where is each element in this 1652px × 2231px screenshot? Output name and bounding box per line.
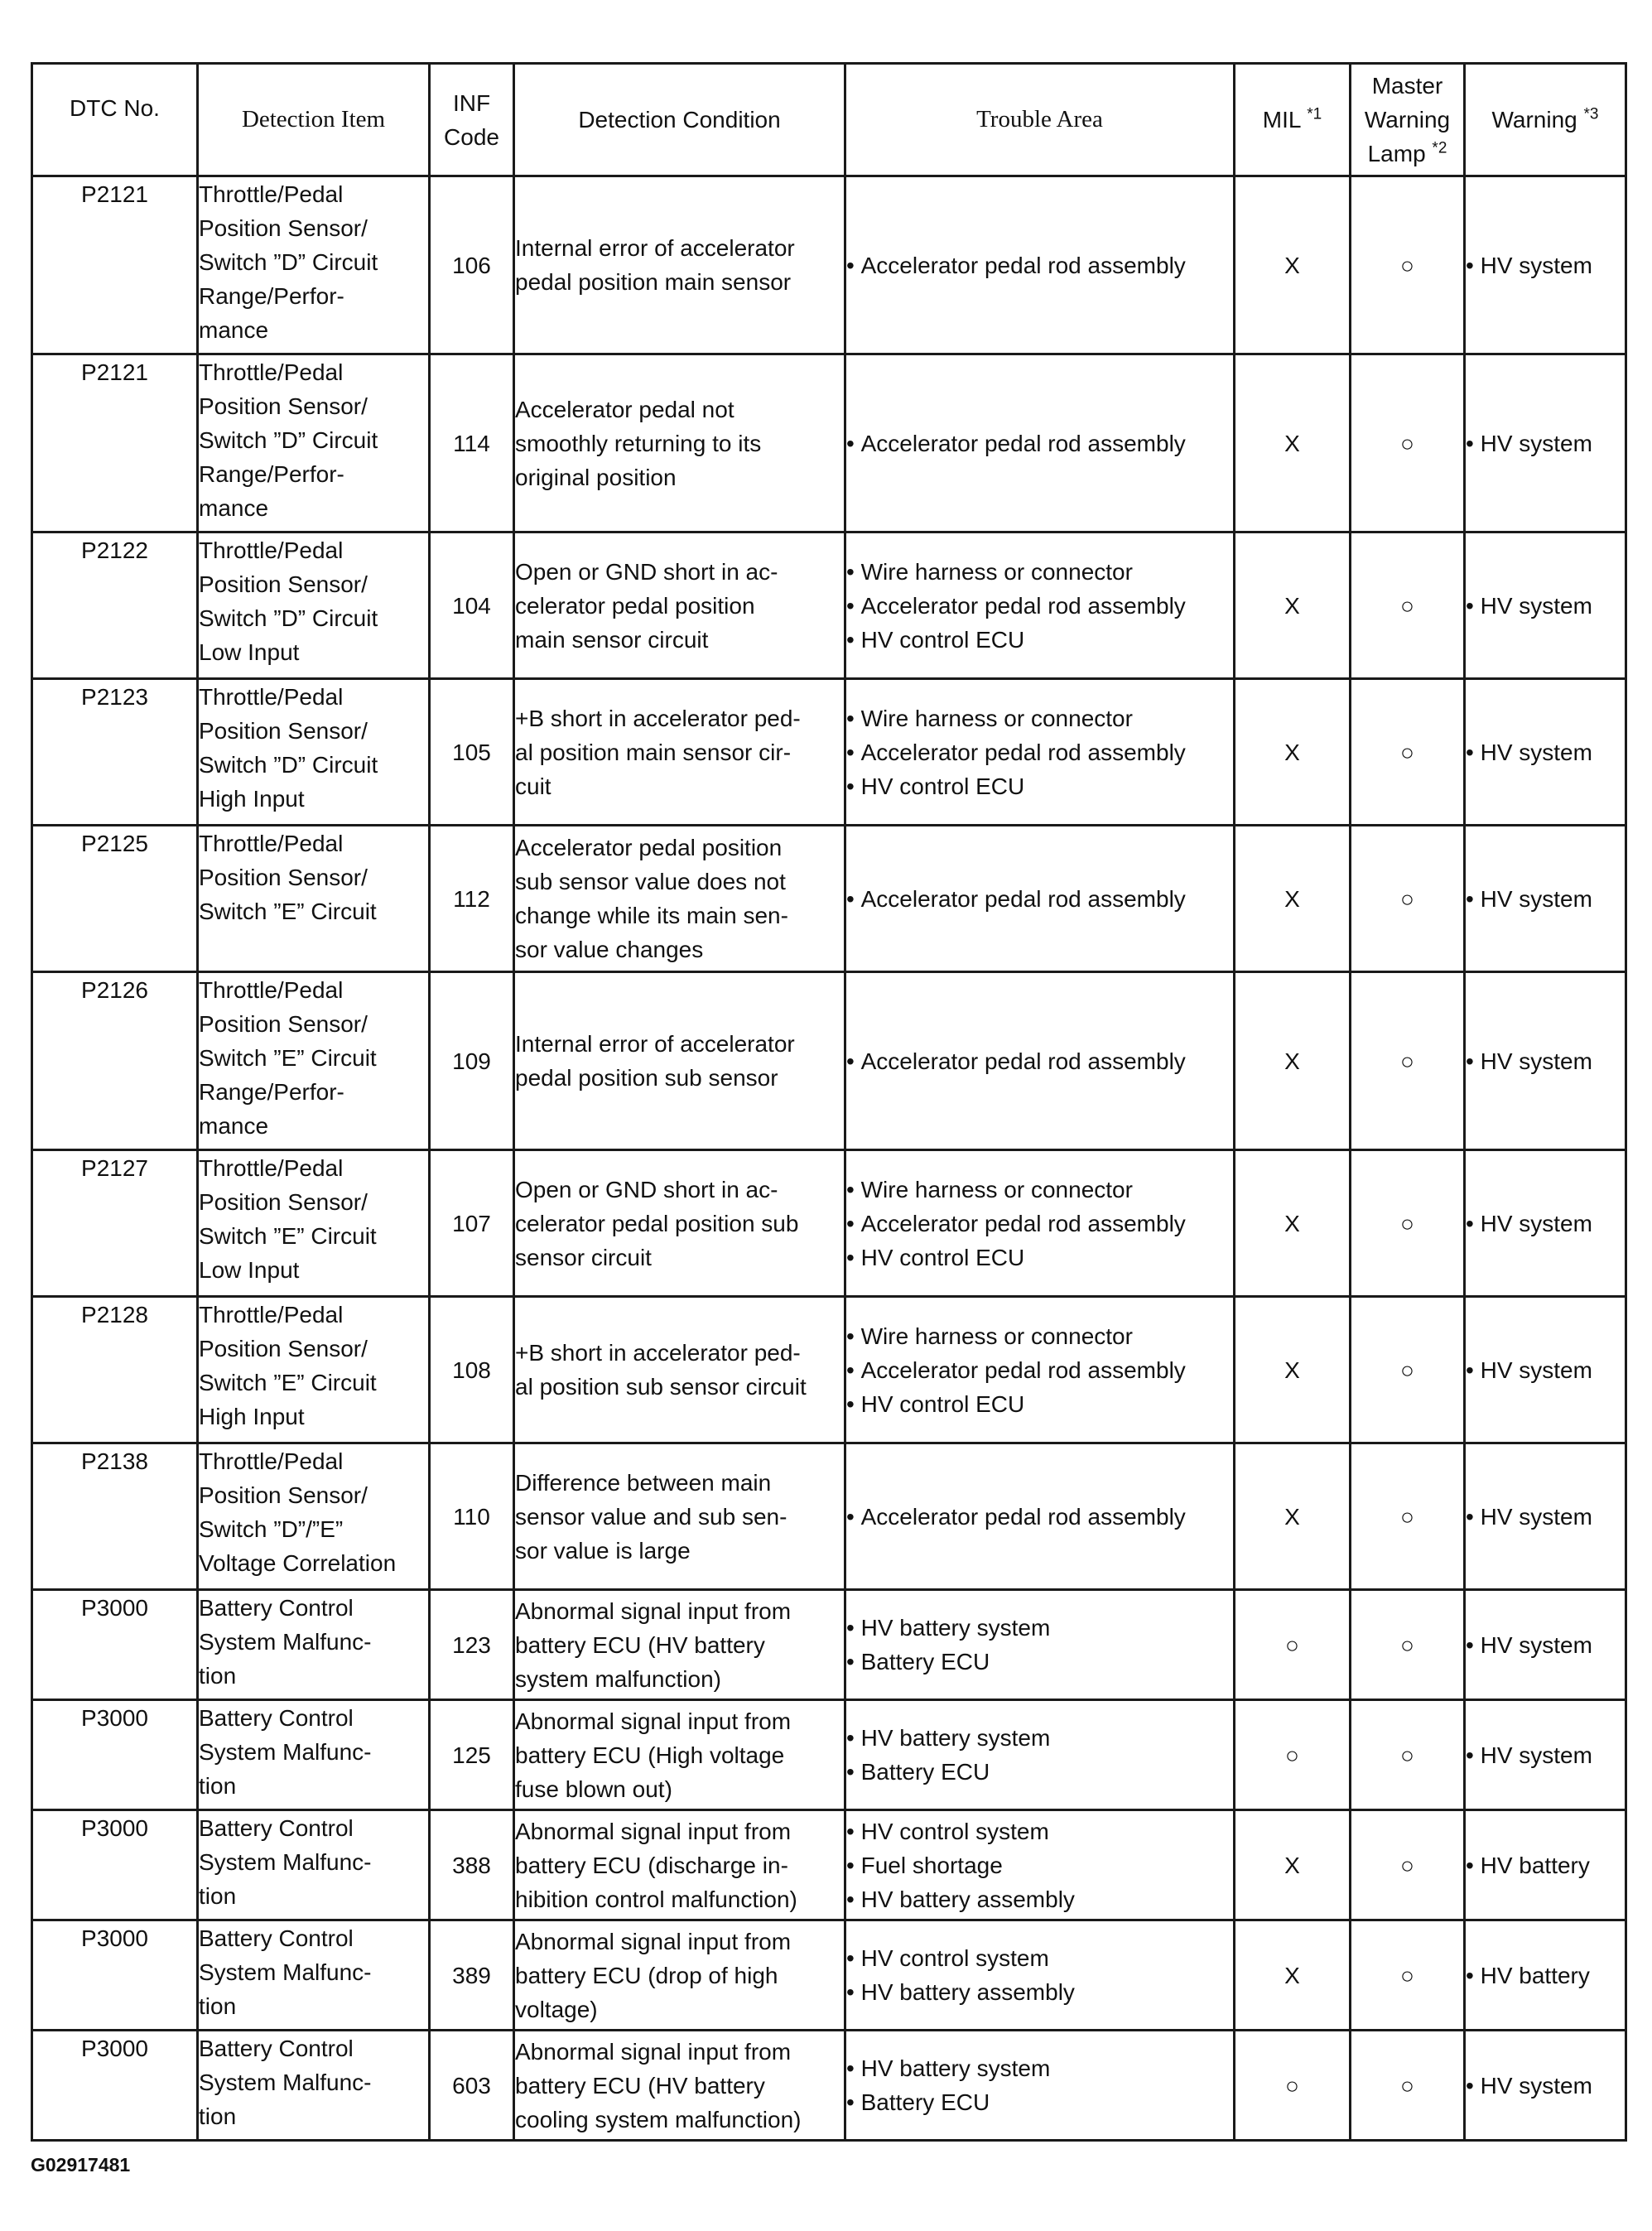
detection-item-line: mance	[199, 317, 269, 343]
header-row	[32, 64, 1626, 176]
detection-condition-line: battery ECU (HV battery	[515, 2072, 765, 2098]
inf-code-cell: 104	[430, 532, 514, 679]
dtc-number-cell: P2127	[32, 1150, 198, 1297]
warning-cell	[1465, 2031, 1626, 2141]
table-row	[32, 176, 1626, 354]
inf-code-cell: 105	[430, 679, 514, 826]
inf-code-cell: 109	[430, 972, 514, 1150]
warning-item: • HV battery	[1466, 1848, 1625, 1882]
mil-cell: ○	[1235, 2031, 1351, 2141]
detection-condition-line: +B short in accelerator ped-	[515, 1340, 801, 1366]
detection-item-line: Throttle/Pedal	[199, 1302, 344, 1328]
detection-condition-line: celerator pedal position	[515, 592, 755, 619]
warning-cell	[1465, 1590, 1626, 1700]
trouble-area-cell	[845, 354, 1235, 532]
header-mil-note: *1	[1307, 105, 1322, 123]
detection-item-cell	[198, 1920, 430, 2031]
master-warning-lamp-cell: ○	[1351, 826, 1465, 972]
warning-cell	[1465, 354, 1626, 532]
detection-condition-line: Accelerator pedal not	[515, 396, 734, 422]
detection-item-line: Battery Control	[199, 1705, 354, 1731]
detection-item-line: Switch ”E” Circuit	[199, 1370, 377, 1395]
table-row	[32, 1700, 1626, 1810]
dtc-number-cell: P3000	[32, 1810, 198, 1920]
detection-condition-cell	[514, 1590, 845, 1700]
detection-condition-line: Abnormal signal input from	[515, 1597, 792, 1624]
trouble-area-item: • Accelerator pedal rod assembly	[846, 735, 1233, 769]
master-warning-lamp-cell: ○	[1351, 354, 1465, 532]
detection-item-cell	[198, 972, 430, 1150]
detection-item-line: High Input	[199, 786, 305, 812]
header-master-line	[1351, 137, 1463, 171]
warning-cell	[1465, 826, 1626, 972]
detection-condition-line: Accelerator pedal position	[515, 835, 783, 860]
detection-item-line: Range/Perfor-	[199, 461, 344, 487]
trouble-area-item: • Wire harness or connector	[846, 701, 1233, 735]
detection-condition-line: battery ECU (drop of high	[515, 1962, 778, 1988]
detection-item-line: Range/Perfor-	[199, 1079, 344, 1105]
mil-cell: ○	[1235, 1590, 1351, 1700]
mil-cell: X	[1235, 1920, 1351, 2031]
dtc-number-cell: P2138	[32, 1443, 198, 1590]
detection-condition-line: hibition control malfunction)	[515, 1886, 797, 1912]
trouble-area-item: • Accelerator pedal rod assembly	[846, 426, 1233, 460]
header-mil	[1235, 64, 1351, 176]
detection-item-cell	[198, 679, 430, 826]
detection-item-cell	[198, 1443, 430, 1590]
trouble-area-item: • Accelerator pedal rod assembly	[846, 1044, 1233, 1078]
header-warning-note: *3	[1583, 105, 1599, 123]
inf-code-cell: 108	[430, 1297, 514, 1443]
detection-condition-line: battery ECU (discharge in-	[515, 1852, 788, 1878]
warning-cell	[1465, 1150, 1626, 1297]
detection-condition-line: battery ECU (High voltage	[515, 1742, 785, 1768]
detection-item-line: System Malfunc-	[199, 1959, 372, 1985]
detection-item-line: Battery Control	[199, 1925, 354, 1951]
detection-item-line: Switch ”D”/”E”	[199, 1516, 344, 1542]
detection-item-line: Throttle/Pedal	[199, 1155, 344, 1181]
warning-item: • HV system	[1466, 735, 1625, 769]
detection-item-line: Switch ”D” Circuit	[199, 249, 378, 275]
detection-condition-line: change while its main sen-	[515, 903, 788, 928]
detection-item-line: Throttle/Pedal	[199, 977, 344, 1003]
detection-condition-line: Difference between main	[515, 1469, 772, 1496]
master-warning-lamp-cell: ○	[1351, 1297, 1465, 1443]
trouble-area-item: • Wire harness or connector	[846, 1173, 1233, 1207]
detection-item-line: Throttle/Pedal	[199, 359, 344, 385]
detection-item-cell	[198, 176, 430, 354]
inf-code-cell: 125	[430, 1700, 514, 1810]
trouble-area-item: • Battery ECU	[846, 1645, 1233, 1679]
mil-cell: X	[1235, 1150, 1351, 1297]
mil-cell: X	[1235, 679, 1351, 826]
dtc-number-cell: P3000	[32, 1590, 198, 1700]
detection-item-cell	[198, 1700, 430, 1810]
detection-condition-line: +B short in accelerator ped-	[515, 705, 801, 731]
warning-cell	[1465, 1700, 1626, 1810]
table-row	[32, 1297, 1626, 1443]
table-row	[32, 1590, 1626, 1700]
master-warning-lamp-cell: ○	[1351, 1810, 1465, 1920]
table-row	[32, 532, 1626, 679]
inf-code-cell: 389	[430, 1920, 514, 2031]
warning-item: • HV system	[1466, 882, 1625, 916]
warning-item: • HV battery	[1466, 1959, 1625, 1992]
trouble-area-item: • Battery ECU	[846, 2085, 1233, 2119]
detection-item-cell	[198, 2031, 430, 2141]
master-warning-lamp-cell: ○	[1351, 1590, 1465, 1700]
dtc-table	[31, 62, 1627, 2142]
dtc-number-cell: P2126	[32, 972, 198, 1150]
detection-item-line: Position Sensor/	[199, 393, 368, 419]
trouble-area-item: • Fuel shortage	[846, 1848, 1233, 1882]
detection-item-cell	[198, 826, 430, 972]
detection-condition-line: sensor value and sub sen-	[515, 1503, 787, 1530]
detection-condition-line: al position main sensor cir-	[515, 739, 792, 765]
header-inf-code-line: INF	[452, 89, 491, 116]
detection-condition-line: Open or GND short in ac-	[515, 558, 778, 585]
trouble-area-item: • HV control system	[846, 1814, 1233, 1848]
detection-item-line: System Malfunc-	[199, 1629, 372, 1655]
header-detection-condition: Detection Condition	[514, 64, 845, 176]
detection-condition-line: Abnormal signal input from	[515, 1928, 792, 1954]
trouble-area-item: • Accelerator pedal rod assembly	[846, 1207, 1233, 1241]
header-master-lamp-word: Lamp	[1367, 141, 1426, 166]
warning-item: • HV system	[1466, 1207, 1625, 1241]
detection-condition-line: sor value changes	[515, 937, 704, 962]
detection-item-cell	[198, 1590, 430, 1700]
detection-item-line: Position Sensor/	[199, 1011, 368, 1037]
master-warning-lamp-cell: ○	[1351, 1150, 1465, 1297]
detection-condition-cell	[514, 354, 845, 532]
warning-cell	[1465, 679, 1626, 826]
detection-condition-line: Internal error of accelerator	[515, 1031, 795, 1057]
trouble-area-cell	[845, 532, 1235, 679]
master-warning-lamp-cell: ○	[1351, 176, 1465, 354]
detection-item-line: Switch ”E” Circuit	[199, 1045, 377, 1071]
mil-cell: X	[1235, 1297, 1351, 1443]
trouble-area-item: • Accelerator pedal rod assembly	[846, 882, 1233, 916]
detection-item-cell	[198, 1297, 430, 1443]
header-master-warning-lamp	[1351, 64, 1465, 176]
header-master-note: *2	[1432, 139, 1447, 157]
detection-condition-line: battery ECU (HV battery	[515, 1631, 765, 1658]
table-row	[32, 826, 1626, 972]
warning-item: • HV system	[1466, 426, 1625, 460]
trouble-area-cell	[845, 1920, 1235, 2031]
mil-cell: X	[1235, 1810, 1351, 1920]
detection-item-line: tion	[199, 1663, 237, 1689]
detection-item-line: Throttle/Pedal	[199, 181, 344, 207]
dtc-number-cell: P3000	[32, 1700, 198, 1810]
header-detection-item: Detection Item	[198, 64, 430, 176]
table-row	[32, 1150, 1626, 1297]
dtc-number-cell: P2128	[32, 1297, 198, 1443]
detection-condition-line: cuit	[515, 773, 551, 799]
trouble-area-item: • Accelerator pedal rod assembly	[846, 248, 1233, 282]
trouble-area-cell	[845, 972, 1235, 1150]
detection-item-line: High Input	[199, 1404, 305, 1429]
detection-item-line: Position Sensor/	[199, 865, 368, 890]
detection-condition-line: Open or GND short in ac-	[515, 1176, 778, 1202]
detection-item-line: Position Sensor/	[199, 718, 368, 744]
detection-item-cell	[198, 532, 430, 679]
warning-item: • HV system	[1466, 248, 1625, 282]
detection-condition-line: main sensor circuit	[515, 626, 709, 653]
detection-item-line: System Malfunc-	[199, 1849, 372, 1875]
header-dtc-no: DTC No.	[32, 64, 198, 176]
detection-item-line: Switch ”D” Circuit	[199, 427, 378, 453]
master-warning-lamp-cell: ○	[1351, 1443, 1465, 1590]
header-warning-label: Warning	[1491, 107, 1577, 133]
trouble-area-item: • HV control ECU	[846, 1387, 1233, 1421]
detection-condition-cell	[514, 1920, 845, 2031]
detection-item-cell	[198, 1150, 430, 1297]
detection-item-line: Position Sensor/	[199, 1336, 368, 1361]
warning-cell	[1465, 1810, 1626, 1920]
detection-item-line: tion	[199, 1883, 237, 1909]
trouble-area-cell	[845, 1590, 1235, 1700]
trouble-area-item: • Accelerator pedal rod assembly	[846, 1500, 1233, 1534]
master-warning-lamp-cell: ○	[1351, 972, 1465, 1150]
detection-item-line: Battery Control	[199, 2036, 354, 2061]
detection-item-line: Voltage Correlation	[199, 1550, 397, 1576]
trouble-area-cell	[845, 2031, 1235, 2141]
detection-condition-line: al position sub sensor circuit	[515, 1374, 807, 1400]
warning-item: • HV system	[1466, 1738, 1625, 1772]
detection-item-line: tion	[199, 2103, 237, 2129]
trouble-area-item: • Accelerator pedal rod assembly	[846, 589, 1233, 623]
detection-condition-line: pedal position sub sensor	[515, 1065, 778, 1091]
detection-item-line: System Malfunc-	[199, 1739, 372, 1765]
detection-item-line: tion	[199, 1773, 237, 1799]
detection-item-line: Throttle/Pedal	[199, 831, 344, 856]
detection-condition-cell	[514, 176, 845, 354]
dtc-number-cell: P3000	[32, 1920, 198, 2031]
warning-item: • HV system	[1466, 589, 1625, 623]
trouble-area-item: • HV control ECU	[846, 623, 1233, 657]
mil-cell: X	[1235, 1443, 1351, 1590]
mil-cell: X	[1235, 176, 1351, 354]
header-warning	[1465, 64, 1626, 176]
header-inf-code-line: Code	[444, 123, 499, 150]
detection-condition-line: sor value is large	[515, 1537, 691, 1564]
detection-condition-line: Abnormal signal input from	[515, 2038, 792, 2065]
trouble-area-cell	[845, 1810, 1235, 1920]
trouble-area-cell	[845, 679, 1235, 826]
dtc-number-cell: P2121	[32, 354, 198, 532]
master-warning-lamp-cell: ○	[1351, 679, 1465, 826]
detection-condition-line: system malfunction)	[515, 1665, 721, 1692]
table-body	[32, 176, 1626, 2141]
master-warning-lamp-cell: ○	[1351, 1920, 1465, 2031]
inf-code-cell: 106	[430, 176, 514, 354]
warning-cell	[1465, 972, 1626, 1150]
detection-item-line: Position Sensor/	[199, 1482, 368, 1508]
table-row	[32, 972, 1626, 1150]
inf-code-cell: 603	[430, 2031, 514, 2141]
header-master-line: Master	[1371, 73, 1443, 99]
detection-item-line: Battery Control	[199, 1815, 354, 1841]
detection-item-line: System Malfunc-	[199, 2070, 372, 2095]
table-row	[32, 679, 1626, 826]
table-row	[32, 1443, 1626, 1590]
warning-cell	[1465, 1443, 1626, 1590]
detection-item-line: Switch ”E” Circuit	[199, 1223, 377, 1249]
detection-condition-cell	[514, 972, 845, 1150]
dtc-number-cell: P2123	[32, 679, 198, 826]
table-row	[32, 1920, 1626, 2031]
detection-item-line: Low Input	[199, 1257, 300, 1283]
trouble-area-item: • HV battery assembly	[846, 1975, 1233, 2009]
warning-item: • HV system	[1466, 1044, 1625, 1078]
detection-condition-line: celerator pedal position sub	[515, 1210, 799, 1236]
detection-condition-cell	[514, 826, 845, 972]
detection-condition-cell	[514, 1297, 845, 1443]
header-trouble-area: Trouble Area	[845, 64, 1235, 176]
detection-item-line: Low Input	[199, 639, 300, 665]
figure-id: G02917481	[31, 2154, 131, 2176]
trouble-area-cell	[845, 1443, 1235, 1590]
warning-item: • HV system	[1466, 1500, 1625, 1534]
header-inf-code	[430, 64, 514, 176]
table-row	[32, 1810, 1626, 1920]
trouble-area-cell	[845, 1700, 1235, 1810]
detection-item-cell	[198, 1810, 430, 1920]
warning-item: • HV system	[1466, 1353, 1625, 1387]
mil-cell: X	[1235, 354, 1351, 532]
detection-condition-line: sensor circuit	[515, 1244, 652, 1270]
dtc-number-cell: P2122	[32, 532, 198, 679]
detection-item-cell	[198, 354, 430, 532]
trouble-area-item: • Wire harness or connector	[846, 555, 1233, 589]
inf-code-cell: 123	[430, 1590, 514, 1700]
detection-condition-line: Internal error of accelerator	[515, 235, 795, 261]
warning-cell	[1465, 1297, 1626, 1443]
detection-condition-cell	[514, 1700, 845, 1810]
header-mil-label: MIL	[1262, 107, 1301, 133]
warning-item: • HV system	[1466, 1628, 1625, 1662]
dtc-number-cell: P2125	[32, 826, 198, 972]
detection-item-line: tion	[199, 1993, 237, 2019]
detection-item-line: Switch ”D” Circuit	[199, 605, 378, 631]
master-warning-lamp-cell: ○	[1351, 532, 1465, 679]
detection-item-line: Battery Control	[199, 1595, 354, 1621]
detection-condition-cell	[514, 2031, 845, 2141]
detection-condition-cell	[514, 1810, 845, 1920]
mil-cell: X	[1235, 826, 1351, 972]
detection-condition-line: fuse blown out)	[515, 1776, 672, 1802]
detection-item-line: Range/Perfor-	[199, 283, 344, 309]
warning-cell	[1465, 1920, 1626, 2031]
inf-code-cell: 388	[430, 1810, 514, 1920]
trouble-area-item: • Accelerator pedal rod assembly	[846, 1353, 1233, 1387]
trouble-area-cell	[845, 176, 1235, 354]
detection-condition-cell	[514, 1150, 845, 1297]
trouble-area-item: • Battery ECU	[846, 1755, 1233, 1789]
detection-condition-line: sub sensor value does not	[515, 869, 786, 894]
detection-item-line: mance	[199, 1113, 269, 1139]
detection-condition-cell	[514, 532, 845, 679]
inf-code-cell: 110	[430, 1443, 514, 1590]
detection-item-line: Position Sensor/	[199, 215, 368, 241]
detection-condition-line: cooling system malfunction)	[515, 2106, 802, 2132]
trouble-area-cell	[845, 1150, 1235, 1297]
dtc-number-cell: P3000	[32, 2031, 198, 2141]
header-master-line: Warning	[1364, 107, 1451, 133]
mil-cell: ○	[1235, 1700, 1351, 1810]
warning-cell	[1465, 176, 1626, 354]
detection-item-line: Position Sensor/	[199, 1189, 368, 1215]
table-header	[32, 64, 1626, 176]
table-row	[32, 2031, 1626, 2141]
trouble-area-item: • HV battery system	[846, 1721, 1233, 1755]
trouble-area-item: • HV battery assembly	[846, 1882, 1233, 1916]
inf-code-cell: 112	[430, 826, 514, 972]
detection-condition-line: original position	[515, 464, 677, 490]
trouble-area-cell	[845, 1297, 1235, 1443]
trouble-area-item: • HV control ECU	[846, 769, 1233, 803]
warning-cell	[1465, 532, 1626, 679]
warning-item: • HV system	[1466, 2069, 1625, 2103]
master-warning-lamp-cell: ○	[1351, 2031, 1465, 2141]
detection-item-line: Throttle/Pedal	[199, 1448, 344, 1474]
trouble-area-item: • HV control ECU	[846, 1241, 1233, 1275]
detection-item-line: Switch ”E” Circuit	[199, 899, 377, 924]
detection-condition-cell	[514, 679, 845, 826]
detection-condition-line: Abnormal signal input from	[515, 1818, 792, 1844]
detection-item-line: Position Sensor/	[199, 571, 368, 597]
trouble-area-cell	[845, 826, 1235, 972]
mil-cell: X	[1235, 972, 1351, 1150]
detection-condition-line: smoothly returning to its	[515, 430, 762, 456]
detection-item-line: mance	[199, 495, 269, 521]
detection-condition-line: voltage)	[515, 1996, 598, 2022]
table-row	[32, 354, 1626, 532]
master-warning-lamp-cell: ○	[1351, 1700, 1465, 1810]
dtc-number-cell: P2121	[32, 176, 198, 354]
inf-code-cell: 107	[430, 1150, 514, 1297]
trouble-area-item: • HV control system	[846, 1941, 1233, 1975]
inf-code-cell: 114	[430, 354, 514, 532]
trouble-area-item: • HV battery system	[846, 2051, 1233, 2085]
detection-item-line: Throttle/Pedal	[199, 537, 344, 563]
detection-condition-line: pedal position main sensor	[515, 269, 792, 295]
detection-item-line: Throttle/Pedal	[199, 684, 344, 710]
detection-condition-line: Abnormal signal input from	[515, 1708, 792, 1734]
trouble-area-item: • HV battery system	[846, 1611, 1233, 1645]
detection-item-line: Switch ”D” Circuit	[199, 752, 378, 778]
trouble-area-item: • Wire harness or connector	[846, 1319, 1233, 1353]
detection-condition-cell	[514, 1443, 845, 1590]
mil-cell: X	[1235, 532, 1351, 679]
